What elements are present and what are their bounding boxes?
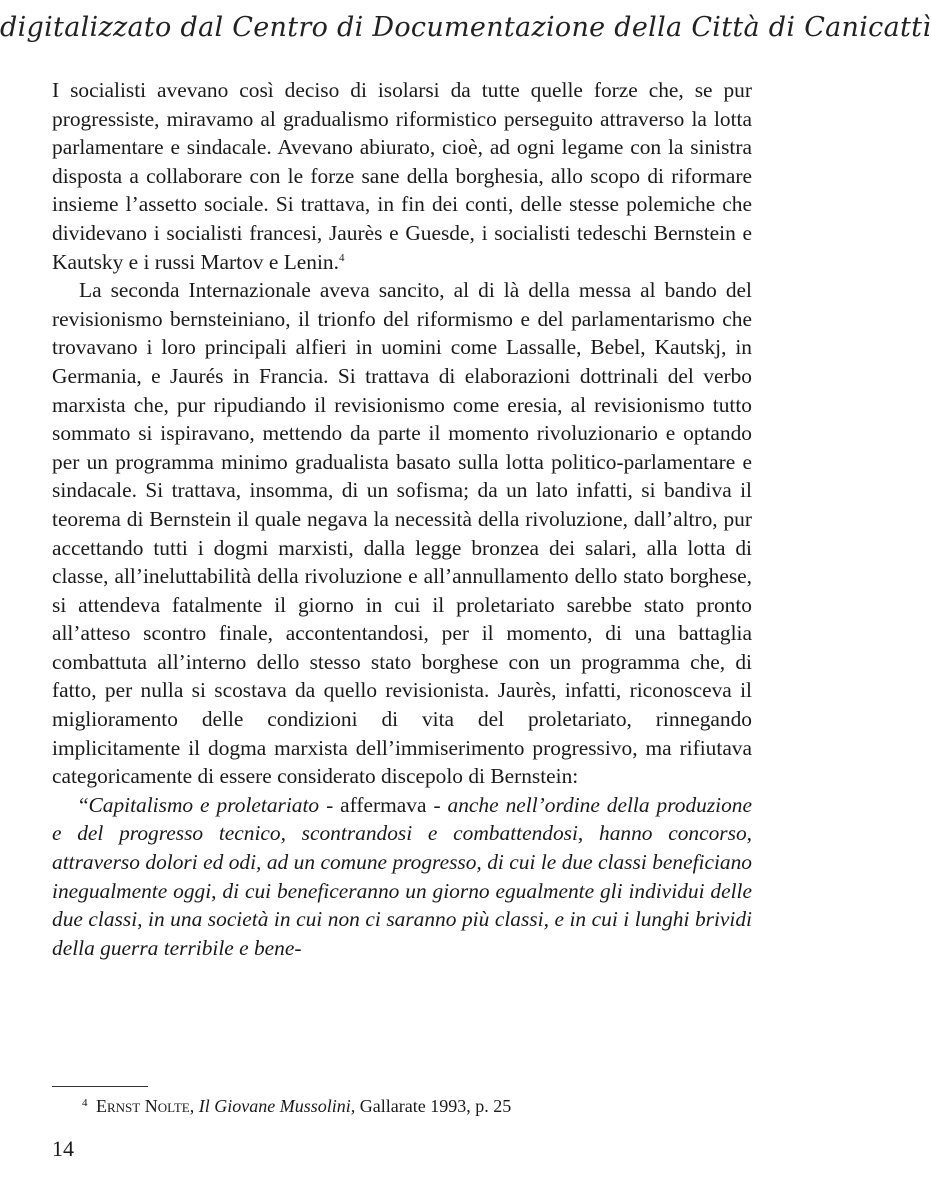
quote-paragraph (52, 791, 752, 963)
paragraph-1 (52, 76, 752, 276)
quote-part-1: Capitalismo e proletariato (88, 792, 320, 817)
footnote-number: 4 (82, 1097, 88, 1109)
paragraph-1-text: I socialisti avevano così deciso di isolarsi da tutte quelle forze che, se pur progressiste, miravamo al gradualismo riformistico perseguito attraverso la lotta parlamentare e sindacale. Avevano abiurato, cioè, ad ogni legame con la sinistra disposta a collaborare con le forze sane della borghesia, allo scopo di riformare insieme l’assetto sociale. Si trattava, in fin dei conti, delle stesse polemiche che dividevano i socialisti francesi, Jaurès e Guesde, i socialisti tedeschi Bernstein e Kautsky e i russi Martov e Lenin. (52, 78, 752, 274)
footnote-title: Il Giovane Mussolini, (198, 1096, 356, 1116)
page-body (52, 76, 752, 962)
paragraph-2: La seconda Internazionale aveva sancito, al di là della messa al bando del revisionismo bernsteiniano, il trionfo del riformismo e del parlamentarismo che trovavano i loro principali alfieri in uomini come Lassalle, Bebel, Kautskj, in Germania, e Jaurés in Francia. Si trattava di elaborazioni dottrinali del verbo marxista che, pur ripudiando il revisionismo come eresia, al revisionismo tutto sommato si ispiravano, mettendo da parte il momento rivoluzionario e optando per un programma minimo gradualista basato sulla lotta politico-parlamentare e sindacale. Si trattava, insomma, di un sofisma; da un lato infatti, si bandiva il teorema di Bernstein il quale negava la necessità della rivoluzione, dall’altro, pur accettando tutti i dogmi marxisti, dalla legge bronzea dei salari, alla lotta di classe, all’ineluttabilità della rivoluzione e all’annullamento dello stato borghese, si attendeva fatalmente il giorno in cui il proletariato sarebbe stato pronto all’atteso scontro finale, accontentandosi, per il momento, di una battaglia combattuta all’interno dello stesso stato borghese con un programma che, di fatto, per nulla si scostava da quello revisionista. Jaurès, infatti, riconosceva il miglioramento delle condizioni di vita del proletariato, rinnegando implicitamente il dogma marxista dell’immiserimento progressivo, ma rifiutava categoricamente di essere considerato discepolo di Bernstein: (52, 278, 752, 789)
footnote-publication: Gallarate 1993, p. 25 (359, 1096, 512, 1116)
digitization-watermark: digitalizzato dal Centro di Documentazione della Città di Canicattì (0, 12, 931, 43)
footnote-divider (52, 1086, 148, 1087)
quote-part-2: anche nell’ordine della produzione e del progresso tecnico, scontrandosi e combattendosi, hanno concorso, attraverso dolori ed odi, ad un comune progresso, di cui le due classi beneficiano inegualmente oggi, di cui beneficeranno un giorno egualmente gli individui delle due classi, in una società in cui non ci saranno più classi, e in cui i lunghi brividi della guerra terribile e bene- (52, 792, 752, 960)
page-number: 14 (52, 1136, 74, 1161)
quote-open-mark: “ (79, 792, 89, 817)
footnote-author: Ernst Nolte, (96, 1096, 195, 1116)
footnote (82, 1096, 511, 1117)
footnote-reference: 4 (338, 251, 345, 264)
quote-attribution: - affermava - (319, 792, 448, 817)
